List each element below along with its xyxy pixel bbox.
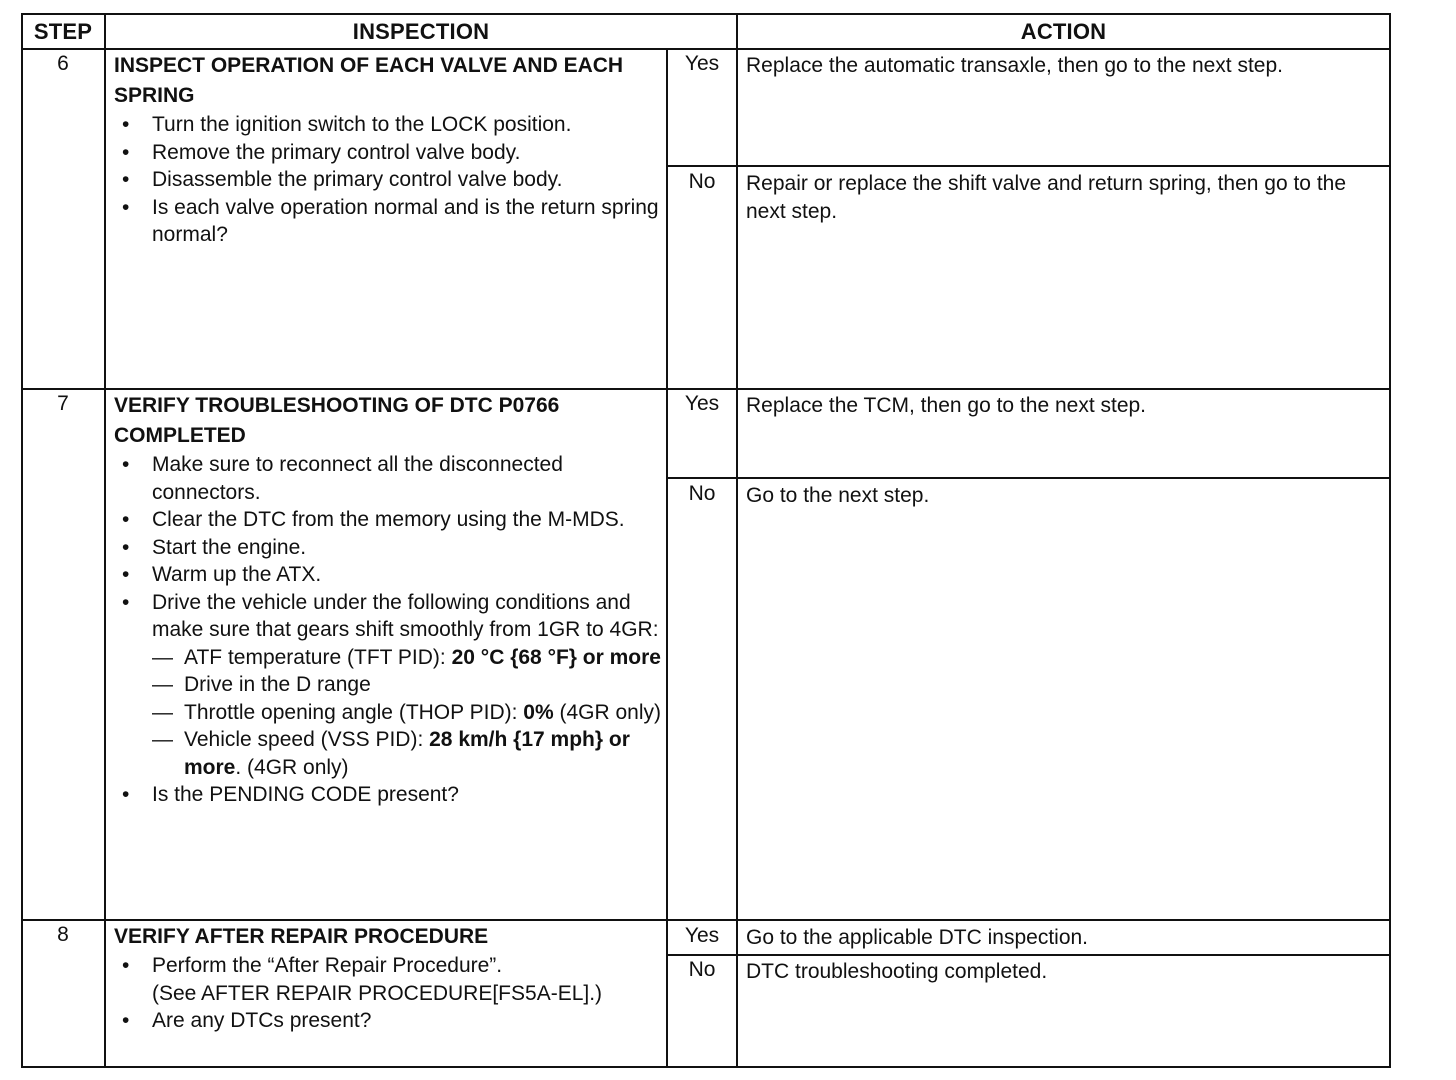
list-item: [114, 589, 662, 782]
dash-mark: —: [152, 728, 173, 751]
condition-list: [152, 644, 662, 782]
condition-text: ATF temperature (TFT PID):: [184, 645, 452, 669]
no-label: No: [688, 482, 716, 505]
step-title: INSPECT OPERATION OF EACH VALVE AND EACH SPRING: [114, 54, 624, 107]
step-number: 7: [57, 392, 69, 415]
condition-value: 20 °C {68 °F} or more: [451, 645, 661, 669]
list-item: • Disassemble the primary control valve body.: [114, 166, 662, 194]
dash-mark: —: [152, 700, 173, 724]
step-title: VERIFY AFTER REPAIR PROCEDURE: [114, 925, 489, 948]
step-column-rule: [104, 13, 106, 1068]
inspection-list: [114, 111, 662, 249]
border-bottom: [21, 1066, 1391, 1068]
step-number: 6: [57, 52, 69, 75]
row7-yes-no-rule: [668, 477, 1391, 479]
condition-tail: . (4GR only): [235, 755, 349, 779]
condition-item: [152, 726, 662, 781]
border-right: [1389, 13, 1391, 1068]
header-inspection: INSPECTION: [352, 19, 490, 44]
list-item: • Warm up the ATX.: [114, 561, 662, 589]
yes-label: Yes: [684, 392, 720, 415]
condition-item: [152, 671, 662, 699]
no-label: No: [688, 170, 716, 193]
no-action: Repair or replace the shift valve and return spring, then go to the next step.: [746, 172, 1347, 223]
header-action: ACTION: [1020, 19, 1107, 44]
list-item-text: Perform the “After Repair Procedure”.: [152, 954, 503, 977]
border-left: [21, 13, 23, 1068]
condition-item: [152, 699, 662, 727]
list-item-text: Drive the vehicle under the following conditions and make sure that gears shift smoothly from 1GR to 4GR:: [152, 590, 659, 641]
row7-bottom-rule: [21, 919, 1391, 921]
row6-bottom-rule: [21, 388, 1391, 390]
row6-yes-no-rule: [668, 165, 1391, 167]
list-item: • Are any DTCs present?: [114, 1007, 662, 1035]
condition-item: [152, 644, 662, 672]
no-action: DTC troubleshooting completed.: [746, 960, 1048, 983]
no-action: Go to the next step.: [746, 484, 930, 507]
yes-action: Replace the automatic transaxle, then go to the next step.: [746, 54, 1283, 77]
condition-value: 0%: [523, 700, 554, 724]
condition-value: 28 km/h {17 mph} or more: [184, 728, 630, 779]
header-step: STEP: [33, 19, 93, 44]
step-number: 8: [57, 923, 69, 946]
yes-action: Go to the applicable DTC inspection.: [746, 926, 1089, 949]
dash-mark: —: [152, 673, 173, 696]
yes-label: Yes: [684, 924, 720, 947]
condition-tail: (4GR only): [553, 700, 661, 724]
condition-text: Drive in the D range: [184, 673, 371, 696]
yes-action: Replace the TCM, then go to the next step.: [746, 394, 1147, 417]
reference-note: (See AFTER REPAIR PROCEDURE[FS5A-EL].): [152, 981, 603, 1005]
list-item: • Turn the ignition switch to the LOCK position.: [114, 111, 662, 139]
row8-yes-no-rule: [668, 954, 1391, 956]
no-label: No: [688, 958, 716, 981]
list-item: • Is the PENDING CODE present?: [114, 781, 662, 809]
list-item: • Clear the DTC from the memory using the M-MDS.: [114, 506, 662, 534]
list-item: • Is each valve operation normal and is the return spring normal?: [114, 194, 662, 249]
list-item: [114, 952, 662, 1007]
inspection-list: [114, 952, 662, 1035]
step-title: VERIFY TROUBLESHOOTING OF DTC P0766 COMPLETED: [114, 394, 560, 447]
list-item: • Make sure to reconnect all the disconnected connectors.: [114, 451, 662, 506]
step-8-inspection: [114, 922, 662, 1035]
list-item: • Remove the primary control valve body.: [114, 139, 662, 167]
yes-no-column-rule: [666, 48, 668, 1068]
list-item: • Start the engine.: [114, 534, 662, 562]
inspection-list: [114, 451, 662, 809]
dash-mark: —: [152, 645, 173, 669]
step-7-inspection: [114, 391, 662, 809]
condition-text: Throttle opening angle (THOP PID):: [184, 700, 524, 724]
condition-text: Vehicle speed (VSS PID):: [184, 728, 430, 751]
action-column-rule: [736, 13, 738, 1068]
step-6-inspection: [114, 51, 662, 249]
header-bottom-rule: [21, 48, 1391, 50]
yes-label: Yes: [684, 52, 720, 75]
